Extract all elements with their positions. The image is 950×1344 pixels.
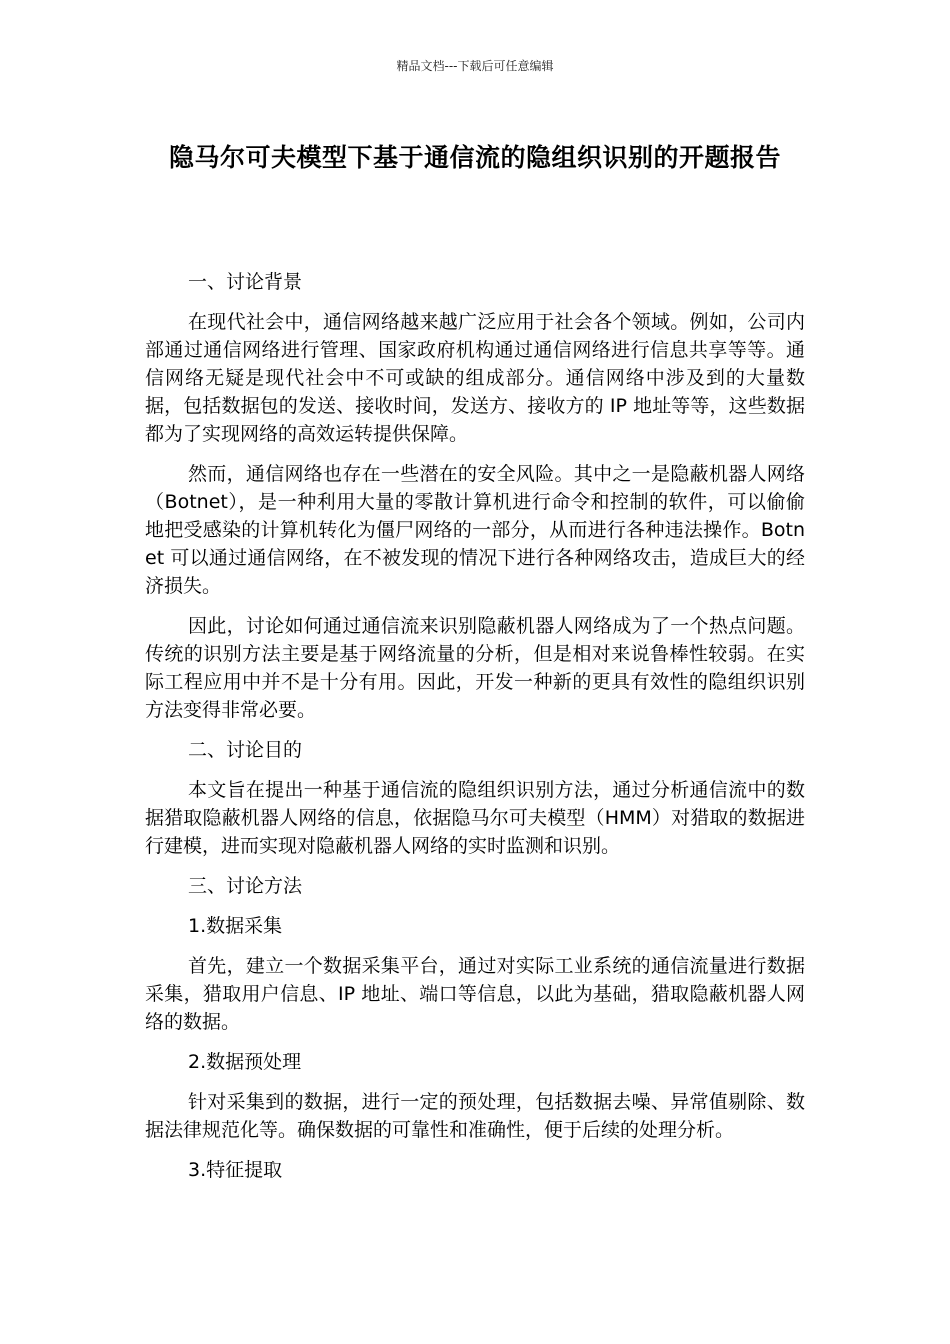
paragraph: 因此，讨论如何通过通信流来识别隐蔽机器人网络成为了一个热点问题。传统的识别方法主要是基于网络流量的分析，但是相对来说鲁棒性较弱。在实际工程应用中并不是十分有用。因此，开发一种新的更具有效性的隐组织识别方法变得非常必要。 — [145, 615, 805, 721]
section-heading-background: 一、讨论背景 — [188, 271, 303, 293]
header-note: 精品文档---下载后可任意编辑 — [396, 59, 554, 73]
paragraph: 然而，通信网络也存在一些潜在的安全风险。其中之一是隐蔽机器人网络（Botnet），是一种利用大量的零散计算机进行命令和控制的软件，可以偷偷地把受感染的计算机转化为僵尸网络的一部分，从而进行各种违法操作。Botnet 可以通过通信网络，在不被发现的情况下进行各种网络攻击，造成巨大的经济损失。 — [145, 463, 805, 597]
subsection-heading-feature-extraction: 3.特征提取 — [188, 1159, 283, 1181]
document-body — [145, 268, 805, 1196]
paragraph: 针对采集到的数据，进行一定的预处理，包括数据去噪、异常值剔除、数据法律规范化等。确保数据的可靠性和准确性，便于后续的处理分析。 — [145, 1091, 805, 1141]
document-title: 隐马尔可夫模型下基于通信流的隐组织识别的开题报告 — [168, 143, 781, 172]
paragraph: 本文旨在提出一种基于通信流的隐组织识别方法，通过分析通信流中的数据猎取隐蔽机器人网络的信息，依据隐马尔可夫模型（HMM）对猎取的数据进行建模，进而实现对隐蔽机器人网络的实时监测和识别。 — [145, 779, 805, 857]
subsection-heading-data-collection: 1.数据采集 — [188, 915, 283, 937]
section-heading-method: 三、讨论方法 — [188, 875, 303, 897]
paragraph: 首先，建立一个数据采集平台，通过对实际工业系统的通信流量进行数据采集，猎取用户信息、IP 地址、端口等信息，以此为基础，猎取隐蔽机器人网络的数据。 — [145, 955, 805, 1033]
section-heading-purpose: 二、讨论目的 — [188, 739, 303, 761]
subsection-heading-preprocessing: 2.数据预处理 — [188, 1051, 302, 1073]
paragraph: 在现代社会中，通信网络越来越广泛应用于社会各个领域。例如，公司内部通过通信网络进行管理、国家政府机构通过通信网络进行信息共享等等。通信网络无疑是现代社会中不可或缺的组成部分。通信网络中涉及到的大量数据，包括数据包的发送、接收时间，发送方、接收方的 IP 地址等等，这些数据都为了实现网络的高效运转提供保障。 — [145, 311, 805, 445]
